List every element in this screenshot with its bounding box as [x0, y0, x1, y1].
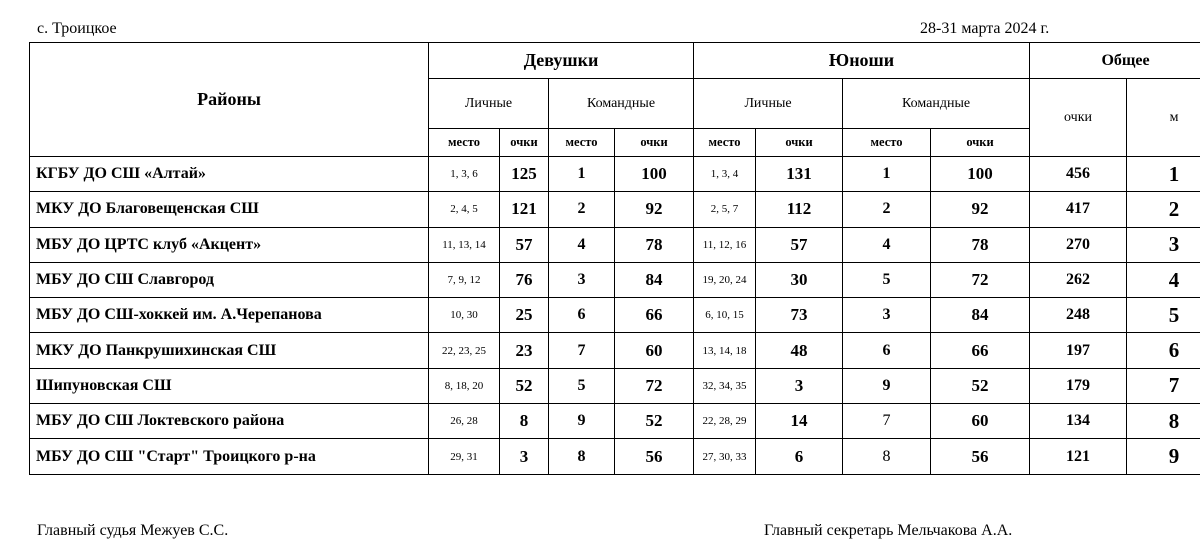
- boys-team-place: 5: [843, 262, 931, 297]
- boys-team-points: 52: [931, 368, 1030, 403]
- boys-personal-points: 57: [756, 227, 843, 262]
- boys-personal-places: 27, 30, 33: [694, 439, 756, 474]
- table-row: [30, 262, 1200, 297]
- chief-secretary-signature: Главный секретарь Мельчакова А.А.: [764, 522, 1013, 539]
- header-boys: Юноши: [694, 43, 1030, 79]
- total-points: 417: [1030, 192, 1127, 227]
- header-place: место: [843, 129, 931, 157]
- boys-team-points: 78: [931, 227, 1030, 262]
- total-rank: 5: [1127, 298, 1200, 333]
- event-dates: 28-31 марта 2024 г.: [920, 20, 1050, 37]
- table-row: [30, 192, 1200, 227]
- girls-personal-places: 29, 31: [429, 439, 500, 474]
- girls-personal-points: 8: [500, 404, 549, 439]
- boys-personal-points: 131: [756, 157, 843, 192]
- team-name: МБУ ДО ЦРТС клуб «Акцент»: [30, 227, 429, 262]
- boys-personal-places: 6, 10, 15: [694, 298, 756, 333]
- team-name: МБУ ДО СШ-хоккей им. А.Черепанова: [30, 298, 429, 333]
- total-rank: 8: [1127, 404, 1200, 439]
- girls-team-place: 5: [549, 368, 615, 403]
- girls-team-points: 56: [615, 439, 694, 474]
- boys-team-points: 60: [931, 404, 1030, 439]
- boys-personal-points: 112: [756, 192, 843, 227]
- total-points: 270: [1030, 227, 1127, 262]
- team-name: МКУ ДО Панкрушихинская СШ: [30, 333, 429, 368]
- girls-personal-points: 57: [500, 227, 549, 262]
- girls-personal-places: 10, 30: [429, 298, 500, 333]
- girls-personal-places: 22, 23, 25: [429, 333, 500, 368]
- boys-personal-points: 3: [756, 368, 843, 403]
- girls-team-points: 78: [615, 227, 694, 262]
- girls-personal-points: 121: [500, 192, 549, 227]
- total-points: 179: [1030, 368, 1127, 403]
- girls-team-place: 9: [549, 404, 615, 439]
- girls-team-points: 60: [615, 333, 694, 368]
- girls-team-points: 52: [615, 404, 694, 439]
- total-points: 248: [1030, 298, 1127, 333]
- girls-personal-places: 8, 18, 20: [429, 368, 500, 403]
- girls-personal-places: 2, 4, 5: [429, 192, 500, 227]
- header-place: место: [694, 129, 756, 157]
- team-name: МБУ ДО СШ Локтевского района: [30, 404, 429, 439]
- team-name: МКУ ДО Благовещенская СШ: [30, 192, 429, 227]
- total-rank: 6: [1127, 333, 1200, 368]
- boys-personal-places: 32, 34, 35: [694, 368, 756, 403]
- boys-team-place: 3: [843, 298, 931, 333]
- header-points: очки: [615, 129, 694, 157]
- table-row: [30, 298, 1200, 333]
- header-points: очки: [756, 129, 843, 157]
- girls-team-points: 100: [615, 157, 694, 192]
- girls-team-points: 66: [615, 298, 694, 333]
- table-row: [30, 368, 1200, 403]
- header-points: очки: [931, 129, 1030, 157]
- girls-team-place: 2: [549, 192, 615, 227]
- total-rank: 1: [1127, 157, 1200, 192]
- girls-personal-places: 11, 13, 14: [429, 227, 500, 262]
- header-girls-personal: Личные: [429, 79, 549, 129]
- total-rank: 2: [1127, 192, 1200, 227]
- girls-team-place: 1: [549, 157, 615, 192]
- total-points: 262: [1030, 262, 1127, 297]
- table-row: [30, 227, 1200, 262]
- boys-personal-places: 22, 28, 29: [694, 404, 756, 439]
- boys-personal-points: 73: [756, 298, 843, 333]
- boys-personal-places: 1, 3, 4: [694, 157, 756, 192]
- boys-team-points: 100: [931, 157, 1030, 192]
- total-rank: 4: [1127, 262, 1200, 297]
- header-girls: Девушки: [429, 43, 694, 79]
- team-name: Шипуновская СШ: [30, 368, 429, 403]
- girls-team-place: 7: [549, 333, 615, 368]
- results-table: [29, 42, 1200, 475]
- header-boys-team: Командные: [843, 79, 1030, 129]
- boys-team-place: 7: [843, 404, 931, 439]
- header-girls-team: Командные: [549, 79, 694, 129]
- total-rank: 7: [1127, 368, 1200, 403]
- boys-team-place: 1: [843, 157, 931, 192]
- header-points: очки: [500, 129, 549, 157]
- girls-personal-places: 26, 28: [429, 404, 500, 439]
- header-place: место: [429, 129, 500, 157]
- total-points: 121: [1030, 439, 1127, 474]
- chief-judge-signature: Главный судья Межуев С.С.: [37, 522, 229, 539]
- girls-team-points: 92: [615, 192, 694, 227]
- boys-team-place: 9: [843, 368, 931, 403]
- team-name: МБУ ДО СШ "Старт" Троицкого р-на: [30, 439, 429, 474]
- boys-personal-places: 13, 14, 18: [694, 333, 756, 368]
- girls-team-place: 6: [549, 298, 615, 333]
- girls-personal-places: 7, 9, 12: [429, 262, 500, 297]
- boys-personal-points: 6: [756, 439, 843, 474]
- results-body: [30, 157, 1200, 475]
- girls-personal-points: 76: [500, 262, 549, 297]
- boys-personal-points: 14: [756, 404, 843, 439]
- boys-team-points: 92: [931, 192, 1030, 227]
- team-name: МБУ ДО СШ Славгород: [30, 262, 429, 297]
- boys-team-place: 8: [843, 439, 931, 474]
- total-points: 134: [1030, 404, 1127, 439]
- boys-team-place: 2: [843, 192, 931, 227]
- boys-personal-points: 48: [756, 333, 843, 368]
- girls-personal-points: 25: [500, 298, 549, 333]
- team-name: КГБУ ДО СШ «Алтай»: [30, 157, 429, 192]
- header-total-points: очки: [1030, 79, 1127, 157]
- table-row: [30, 439, 1200, 474]
- boys-personal-places: 19, 20, 24: [694, 262, 756, 297]
- boys-team-place: 6: [843, 333, 931, 368]
- header-districts: Районы: [30, 43, 429, 157]
- girls-personal-places: 1, 3, 6: [429, 157, 500, 192]
- total-rank: 9: [1127, 439, 1200, 474]
- table-row: [30, 333, 1200, 368]
- boys-team-place: 4: [843, 227, 931, 262]
- boys-team-points: 56: [931, 439, 1030, 474]
- total-rank: 3: [1127, 227, 1200, 262]
- header-place: место: [549, 129, 615, 157]
- boys-team-points: 72: [931, 262, 1030, 297]
- header-total: Общее: [1030, 43, 1200, 79]
- table-row: [30, 404, 1200, 439]
- girls-personal-points: 52: [500, 368, 549, 403]
- header-total-rank: м: [1127, 79, 1200, 157]
- header-boys-personal: Личные: [694, 79, 843, 129]
- girls-personal-points: 125: [500, 157, 549, 192]
- table-row: [30, 157, 1200, 192]
- total-points: 197: [1030, 333, 1127, 368]
- boys-team-points: 66: [931, 333, 1030, 368]
- girls-team-place: 3: [549, 262, 615, 297]
- total-points: 456: [1030, 157, 1127, 192]
- girls-team-points: 72: [615, 368, 694, 403]
- boys-personal-places: 2, 5, 7: [694, 192, 756, 227]
- girls-team-points: 84: [615, 262, 694, 297]
- girls-personal-points: 3: [500, 439, 549, 474]
- location-text: с. Троицкое: [37, 20, 117, 37]
- girls-team-place: 4: [549, 227, 615, 262]
- boys-team-points: 84: [931, 298, 1030, 333]
- boys-personal-points: 30: [756, 262, 843, 297]
- girls-team-place: 8: [549, 439, 615, 474]
- girls-personal-points: 23: [500, 333, 549, 368]
- boys-personal-places: 11, 12, 16: [694, 227, 756, 262]
